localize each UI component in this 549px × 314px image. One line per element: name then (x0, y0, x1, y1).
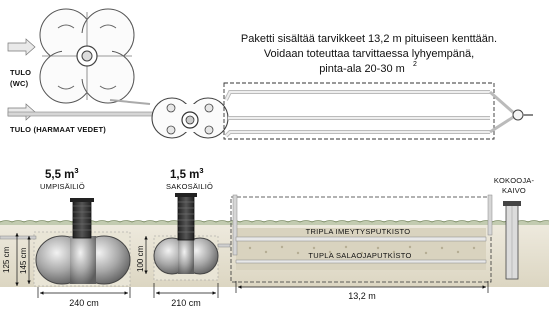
info-text-line1: Paketti sisältää tarvikkeet 13,2 m pituiseen kenttään. (240, 33, 498, 45)
umpisailio-top-view (40, 9, 134, 103)
sakosailio-label: SAKOSÄILIÖ (166, 182, 214, 191)
sakosailio-top-view (152, 98, 228, 138)
inlet-label-wc: (WC) (10, 79, 29, 88)
dim-145cm: 145 cm (19, 247, 28, 274)
dim-100cm: 100 cm (136, 245, 145, 272)
infiltration-field-section (231, 195, 492, 282)
dim-240cm: 240 cm (69, 298, 99, 308)
sakosailio-volume: 1,5 $m^3$ (170, 166, 204, 181)
kokoojakaivo-label-line2: KAIVO (502, 186, 526, 195)
info-text-line3-sup: 2 (413, 61, 417, 68)
inlet-label-tulo: TULO (10, 68, 32, 77)
umpisailio-label: UMPISÄILIÖ (40, 182, 85, 191)
grey-water-inlet-pipe (8, 112, 160, 116)
info-text-line3: pinta-ala 20-30 m (319, 63, 405, 75)
infiltration-field-top-view (224, 83, 533, 139)
inlet-arrow-wc (8, 39, 35, 55)
tripla-pipe-label: TRIPLA IMEYTYSPUTKISTO (305, 227, 411, 236)
tupla-pipe-label: TUPLA SALAOJAPUTKISTO (308, 251, 412, 260)
kokoojakaivo-well (503, 201, 521, 279)
info-text-line2: Voidaan toteuttaa tarvittaessa lyhyempänä, (263, 48, 475, 60)
umpisailio-volume: 5,5 $m^3$ (45, 166, 79, 181)
kokoojakaivo-label-line1: KOKOOJA- (493, 176, 535, 185)
dim-125cm: 125 cm (2, 246, 11, 273)
dim-field-length: 13,2 m (348, 291, 376, 301)
dim-210cm: 210 cm (171, 298, 201, 308)
inlet-label-harmaat: TULO (HARMAAT VEDET) (10, 125, 106, 134)
